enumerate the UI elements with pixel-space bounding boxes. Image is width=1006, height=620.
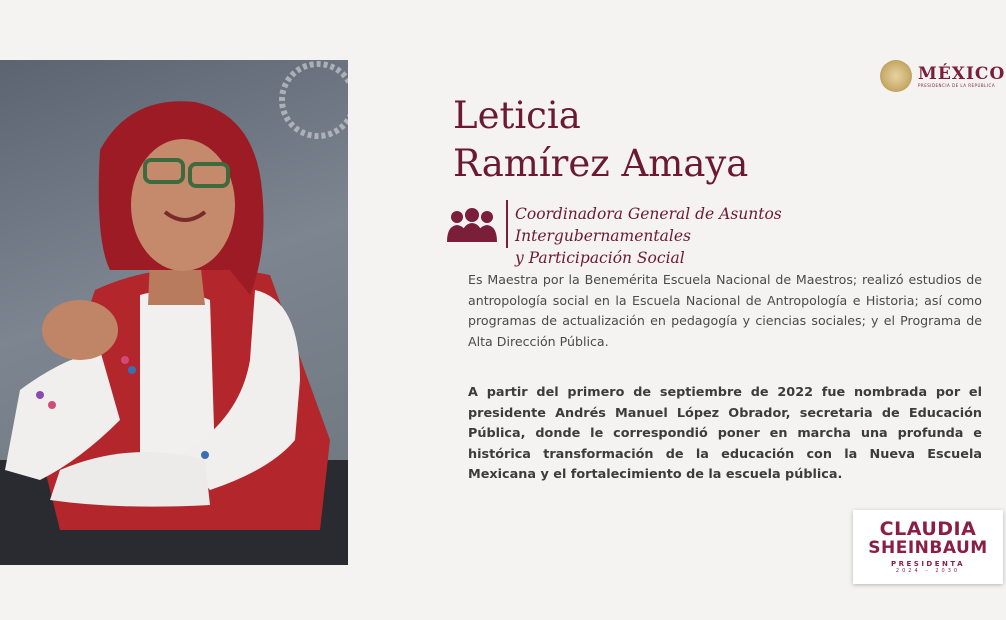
- role-line-2: y Participación Social: [515, 249, 685, 267]
- national-seal-icon: [880, 60, 912, 92]
- role-line-1: Coordinadora General de Asuntos Intergubernamentales: [515, 205, 782, 245]
- name-line-2: Ramírez Amaya: [453, 142, 749, 185]
- bio-paragraph-2: A partir del primero de septiembre de 2022 fue nombrada por el presidente Andrés Manuel López Obrador, secretaria de Educación Pública, donde le correspondió poner en marcha una profunda e histórica transformación de la educación con la Nueva Escuela Mexicana y el fortalecimiento de la escuela pública.: [468, 385, 982, 482]
- campaign-brand-logo: [853, 510, 1003, 584]
- people-group-icon: [446, 208, 498, 248]
- logo-subtitle: PRESIDENCIA DE LA REPÚBLICA: [918, 82, 996, 88]
- person-name: [453, 92, 748, 188]
- brand-line-1: CLAUDIA: [879, 518, 977, 540]
- portrait-photo: [0, 60, 348, 565]
- mexico-government-logo: [880, 56, 1006, 96]
- role-divider: [506, 200, 508, 248]
- bio-paragraph-1: Es Maestra por la Benemérita Escuela Nacional de Maestros; realizó estudios de antropología social en la Escuela Nacional de Antropología e Historia; así como programas de actualización en pedagogía y ciencias sociales; y el Programa de Alta Dirección Pública.: [468, 272, 982, 349]
- brand-line-4: 2024 – 2030: [895, 568, 961, 574]
- role-title: [515, 203, 955, 269]
- logo-name: MÉXICO: [918, 63, 1006, 84]
- name-line-1: Leticia: [453, 94, 581, 137]
- brand-line-2: SHEINBAUM: [868, 538, 988, 558]
- brand-line-3: PRESIDENTA: [890, 560, 966, 568]
